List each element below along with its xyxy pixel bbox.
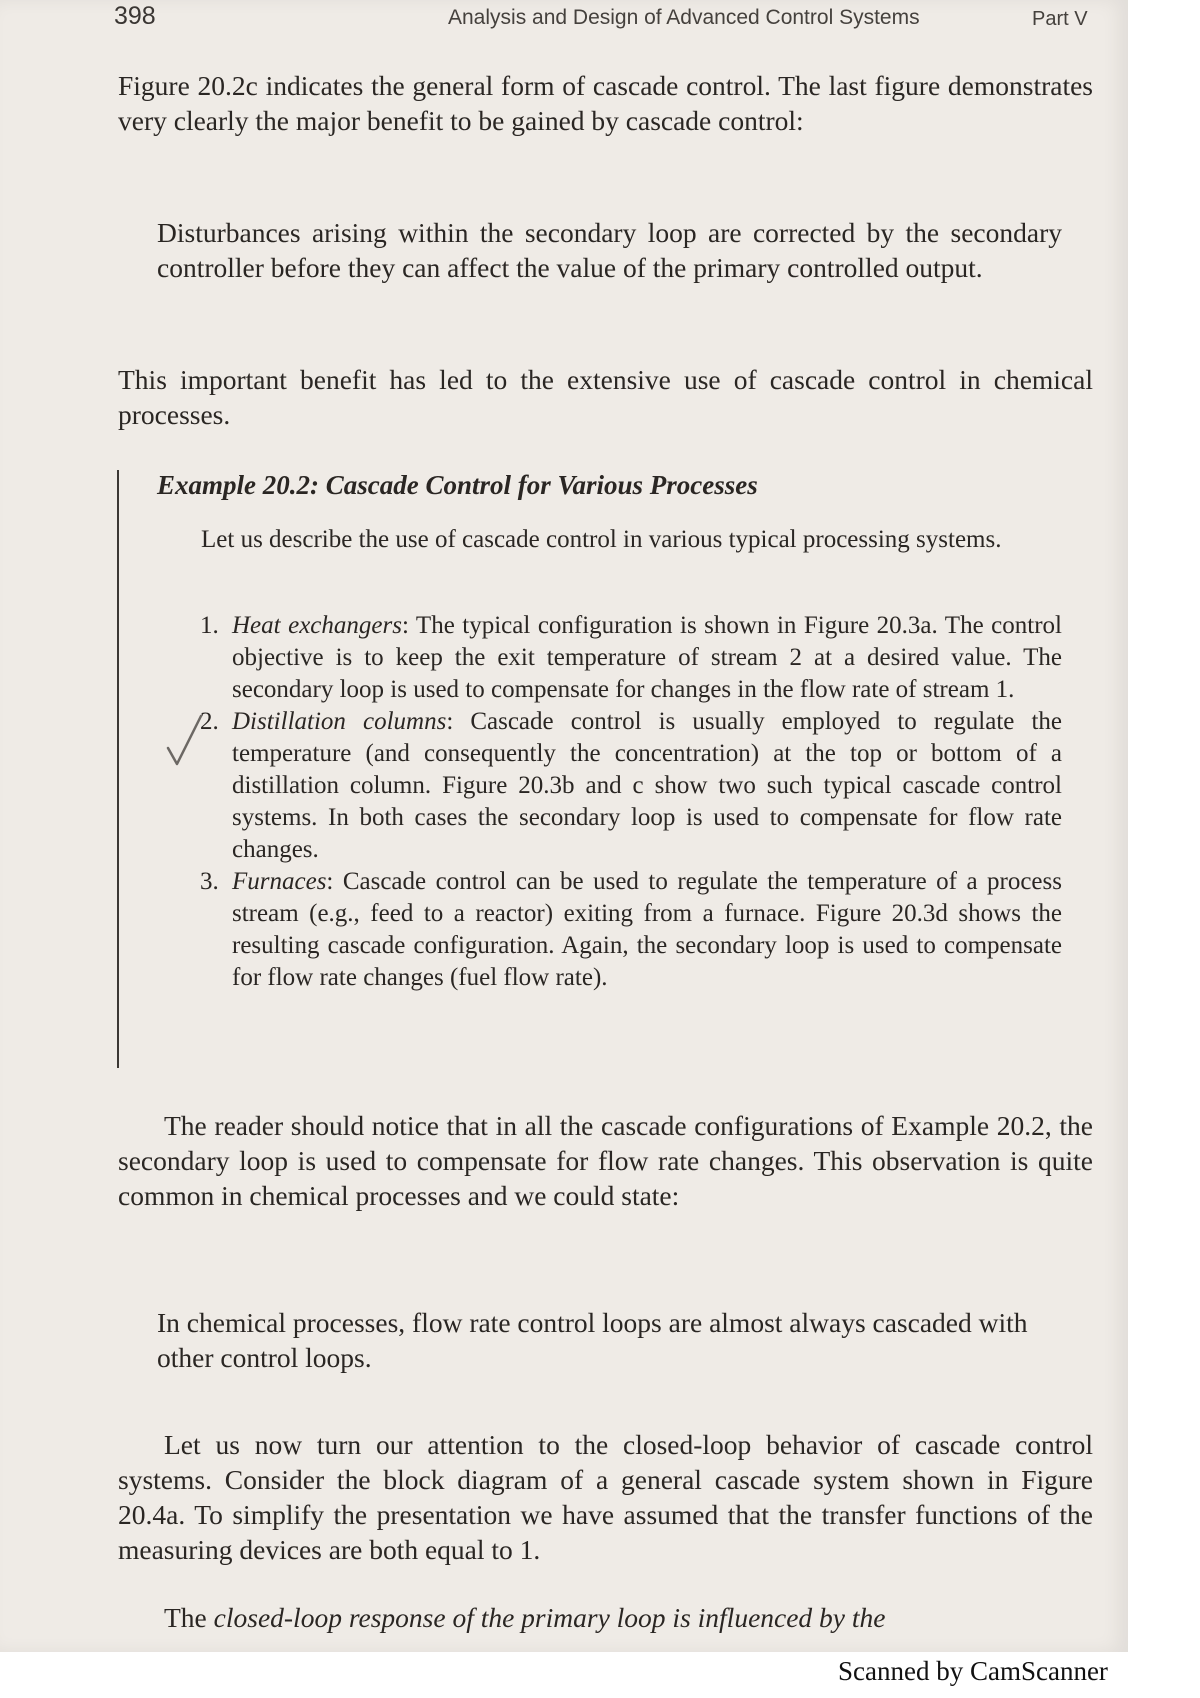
paragraph-intro: Figure 20.2c indicates the general form of cascade control. The last figure demonstrates very clearly the major benefit to be gained by cascade control:: [118, 70, 1093, 136]
paragraph-response-italic: closed-loop response of the primary loop is influenced by the: [213, 1602, 886, 1633]
list-item-term: Furnaces: [232, 868, 327, 895]
list-item-text: : The typical configuration is shown in Figure 20.3a. The control objective is to keep the exit temperature of stream 2 at a desired value. The secondary loop is used to compensate for changes in the flow rate of stream 1.: [232, 612, 1062, 703]
part-label: Part V: [1032, 8, 1088, 30]
list-item-number: 3.: [200, 868, 219, 895]
list-item-text: : Cascade control is usually employed to regulate the temperature (and consequently the concentration) at the top or bottom of a distillation column. Figure 20.3b and c show two such typical cascade control systems. In both cases the secondary loop is used to compensate for flow rate changes.: [232, 708, 1062, 863]
list-item-text: : Cascade control can be used to regulate the temperature of a process stream (e.g., feed to a reactor) exiting from a furnace. Figure 20.3d shows the resulting cascade configuration. Again, the secondary loop is used to compensate for flow rate changes (fuel flow rate).: [232, 868, 1062, 991]
list-item-number: 1.: [200, 612, 219, 639]
book-title: Analysis and Design of Advanced Control Systems: [448, 6, 920, 29]
list-item-number: 2.: [200, 708, 219, 735]
quote-disturbances: Disturbances arising within the secondary loop are corrected by the secondary controller before they can affect the value of the primary controlled output.: [157, 217, 1062, 283]
running-header: [0, 0, 1128, 60]
handwritten-check-icon: [164, 712, 204, 768]
page-number: 398: [114, 2, 156, 30]
example-margin-rule: [117, 470, 119, 1068]
example-intro: Let us describe the use of cascade control in various typical processing systems.: [201, 526, 1002, 553]
list-item-term: Distillation columns: [232, 708, 447, 735]
list-item-term: Heat exchangers: [232, 612, 402, 639]
list-item-furnaces: [200, 866, 1062, 994]
example-title: Example 20.2: Cascade Control for Various Processes: [157, 470, 758, 500]
example-list: [200, 610, 1062, 994]
list-item-heat-exchangers: [200, 610, 1062, 706]
paragraph-benefit: This important benefit has led to the extensive use of cascade control in chemical processes.: [118, 364, 1093, 430]
paragraph-response-start: The: [164, 1602, 207, 1633]
list-item-distillation-columns: [200, 706, 1062, 866]
quote-flow-rate: In chemical processes, flow rate control loops are almost always cascaded with other control loops.: [157, 1307, 1028, 1373]
paragraph-response: [118, 1600, 1093, 1635]
scanner-watermark: Scanned by CamScanner: [838, 1656, 1108, 1686]
paragraph-observation: The reader should notice that in all the cascade configurations of Example 20.2, the secondary loop is used to compensate for flow rate changes. This observation is quite common in chemical processes and we could state:: [118, 1110, 1093, 1211]
paragraph-closed-loop: Let us now turn our attention to the closed-loop behavior of cascade control systems. Consider the block diagram of a general cascade system shown in Figure 20.4a. To simplify the presentation we have assumed that the transfer functions of the measuring devices are both equal to 1.: [118, 1429, 1093, 1565]
